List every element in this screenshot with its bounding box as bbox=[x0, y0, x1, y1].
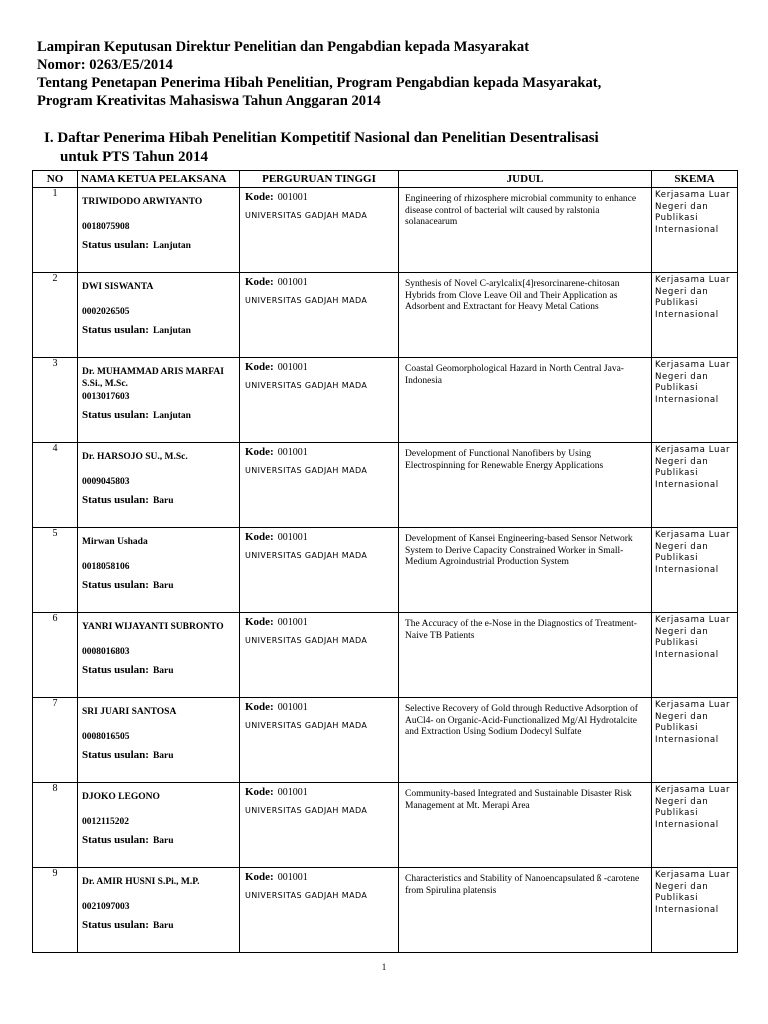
ketua-cell bbox=[78, 273, 240, 358]
status-label: Status usulan: bbox=[82, 749, 149, 761]
kode-label: Kode: bbox=[245, 276, 274, 288]
judul-cell: Synthesis of Novel C-arylcalix[4]resorcinarene-chitosan Hybrids from Clove Leave Oil and Their Application as Adsorbent and Extractant for Heavy Metal Cations bbox=[399, 273, 652, 358]
table-row bbox=[33, 698, 738, 783]
status-label: Status usulan: bbox=[82, 494, 149, 506]
ketua-cell bbox=[78, 868, 240, 953]
header-line-4: Program Kreativitas Mahasiswa Tahun Anggaran 2014 bbox=[37, 93, 381, 109]
ketua-id: 0008016803 bbox=[82, 647, 130, 657]
ketua-id: 0013017603 bbox=[82, 392, 130, 402]
ketua-name: DJOKO LEGONO bbox=[82, 792, 160, 802]
kode-value: 001001 bbox=[277, 277, 308, 288]
table-row bbox=[33, 613, 738, 698]
perguruan-tinggi-cell bbox=[240, 273, 399, 358]
ketua-id: 0012115202 bbox=[82, 817, 129, 827]
status-label: Status usulan: bbox=[82, 664, 149, 676]
status-usulan bbox=[82, 324, 191, 336]
table-row bbox=[33, 443, 738, 528]
judul-cell: Coastal Geomorphological Hazard in North Central Java-Indonesia bbox=[399, 358, 652, 443]
perguruan-tinggi-cell bbox=[240, 868, 399, 953]
kode bbox=[245, 616, 308, 628]
kode-value: 001001 bbox=[277, 532, 308, 543]
column-header-judul: JUDUL bbox=[399, 171, 652, 188]
ketua-name: SRI JUARI SANTOSA bbox=[82, 707, 177, 717]
ketua-id: 0002026505 bbox=[82, 307, 130, 317]
kode-value: 001001 bbox=[277, 702, 308, 713]
status-value: Lanjutan bbox=[152, 411, 191, 421]
status-label: Status usulan: bbox=[82, 239, 149, 251]
row-number: 9 bbox=[33, 868, 78, 953]
university-name: UNIVERSITAS GADJAH MADA bbox=[245, 466, 368, 475]
status-usulan bbox=[82, 749, 174, 761]
kode bbox=[245, 701, 308, 713]
ketua-cell bbox=[78, 698, 240, 783]
judul-cell: Development of Functional Nanofibers by Using Electrospinning for Renewable Energy Applications bbox=[399, 443, 652, 528]
section-title-line-1: I. Daftar Penerima Hibah Penelitian Kompetitif Nasional dan Penelitian Desentralisasi bbox=[44, 130, 599, 146]
perguruan-tinggi-cell bbox=[240, 613, 399, 698]
ketua-name: Mirwan Ushada bbox=[82, 537, 148, 547]
kode-label: Kode: bbox=[245, 871, 274, 883]
ketua-name: YANRI WIJAYANTI SUBRONTO bbox=[82, 622, 224, 632]
ketua-id: 0018058106 bbox=[82, 562, 130, 572]
ketua-cell bbox=[78, 443, 240, 528]
ketua-cell bbox=[78, 188, 240, 273]
university-name: UNIVERSITAS GADJAH MADA bbox=[245, 891, 368, 900]
table-row bbox=[33, 358, 738, 443]
status-label: Status usulan: bbox=[82, 919, 149, 931]
row-number: 8 bbox=[33, 783, 78, 868]
status-label: Status usulan: bbox=[82, 409, 149, 421]
university-name: UNIVERSITAS GADJAH MADA bbox=[245, 296, 368, 305]
row-number: 2 bbox=[33, 273, 78, 358]
ketua-name: TRIWIDODO ARWIYANTO bbox=[82, 197, 203, 207]
kode bbox=[245, 276, 308, 288]
perguruan-tinggi-cell bbox=[240, 188, 399, 273]
perguruan-tinggi-cell bbox=[240, 698, 399, 783]
university-name: UNIVERSITAS GADJAH MADA bbox=[245, 381, 368, 390]
university-name: UNIVERSITAS GADJAH MADA bbox=[245, 636, 368, 645]
kode-value: 001001 bbox=[277, 872, 308, 883]
status-value: Baru bbox=[152, 496, 174, 506]
skema-cell: Kerjasama Luar Negeri dan Publikasi Internasional bbox=[652, 783, 738, 868]
status-label: Status usulan: bbox=[82, 834, 149, 846]
judul-cell: Characteristics and Stability of Nanoencapsulated ß -carotene from Spirulina platensis bbox=[399, 868, 652, 953]
header-line-2: Nomor: 0263/E5/2014 bbox=[37, 57, 173, 73]
status-usulan bbox=[82, 579, 174, 591]
ketua-cell bbox=[78, 613, 240, 698]
ketua-id: 0021097003 bbox=[82, 902, 130, 912]
table-row bbox=[33, 273, 738, 358]
column-header-no: NO bbox=[33, 171, 78, 188]
university-name: UNIVERSITAS GADJAH MADA bbox=[245, 551, 368, 560]
kode-label: Kode: bbox=[245, 361, 274, 373]
status-label: Status usulan: bbox=[82, 579, 149, 591]
kode-label: Kode: bbox=[245, 191, 274, 203]
ketua-id: 0008016505 bbox=[82, 732, 130, 742]
skema-cell: Kerjasama Luar Negeri dan Publikasi Internasional bbox=[652, 188, 738, 273]
ketua-cell bbox=[78, 528, 240, 613]
ketua-id: 0009045803 bbox=[82, 477, 130, 487]
section-title bbox=[44, 129, 744, 167]
ketua-cell bbox=[78, 783, 240, 868]
status-value: Lanjutan bbox=[152, 326, 191, 336]
kode bbox=[245, 531, 308, 543]
status-usulan bbox=[82, 834, 174, 846]
judul-cell: The Accuracy of the e-Nose in the Diagnostics of Treatment-Naive TB Patients bbox=[399, 613, 652, 698]
status-value: Baru bbox=[152, 921, 174, 931]
ketua-name: Dr. HARSOJO SU., M.Sc. bbox=[82, 452, 188, 462]
kode bbox=[245, 786, 308, 798]
status-usulan bbox=[82, 239, 191, 251]
recipients-table bbox=[32, 170, 738, 953]
status-usulan bbox=[82, 409, 191, 421]
header-line-1: Lampiran Keputusan Direktur Penelitian dan Pengabdian kepada Masyarakat bbox=[37, 39, 530, 55]
perguruan-tinggi-cell bbox=[240, 528, 399, 613]
skema-cell: Kerjasama Luar Negeri dan Publikasi Internasional bbox=[652, 528, 738, 613]
kode bbox=[245, 446, 308, 458]
kode-label: Kode: bbox=[245, 531, 274, 543]
ketua-name: DWI SISWANTA bbox=[82, 282, 154, 292]
ketua-id: 0018075908 bbox=[82, 222, 130, 232]
row-number: 1 bbox=[33, 188, 78, 273]
table-header-row bbox=[33, 171, 738, 188]
document-header bbox=[37, 38, 737, 110]
perguruan-tinggi-cell bbox=[240, 443, 399, 528]
kode-value: 001001 bbox=[277, 447, 308, 458]
status-value: Baru bbox=[152, 836, 174, 846]
section-title-line-2: untuk PTS Tahun 2014 bbox=[60, 149, 209, 165]
kode bbox=[245, 361, 308, 373]
kode-label: Kode: bbox=[245, 786, 274, 798]
skema-cell: Kerjasama Luar Negeri dan Publikasi Internasional bbox=[652, 613, 738, 698]
skema-cell: Kerjasama Luar Negeri dan Publikasi Internasional bbox=[652, 443, 738, 528]
judul-cell: Engineering of rhizosphere microbial community to enhance disease control of bacterial wilt caused by ralstonia solanacearum bbox=[399, 188, 652, 273]
row-number: 4 bbox=[33, 443, 78, 528]
perguruan-tinggi-cell bbox=[240, 783, 399, 868]
skema-cell: Kerjasama Luar Negeri dan Publikasi Internasional bbox=[652, 868, 738, 953]
row-number: 6 bbox=[33, 613, 78, 698]
table-row bbox=[33, 868, 738, 953]
table-row bbox=[33, 783, 738, 868]
status-value: Lanjutan bbox=[152, 241, 191, 251]
row-number: 3 bbox=[33, 358, 78, 443]
kode bbox=[245, 191, 308, 203]
row-number: 7 bbox=[33, 698, 78, 783]
ketua-name: Dr. MUHAMMAD ARIS MARFAI S.Si., M.Sc. bbox=[82, 367, 224, 389]
status-usulan bbox=[82, 494, 174, 506]
status-value: Baru bbox=[152, 581, 174, 591]
kode-value: 001001 bbox=[277, 362, 308, 373]
column-header-perguruan-tinggi: PERGURUAN TINGGI bbox=[240, 171, 399, 188]
perguruan-tinggi-cell bbox=[240, 358, 399, 443]
university-name: UNIVERSITAS GADJAH MADA bbox=[245, 211, 368, 220]
kode-label: Kode: bbox=[245, 616, 274, 628]
status-label: Status usulan: bbox=[82, 324, 149, 336]
table-row bbox=[33, 528, 738, 613]
university-name: UNIVERSITAS GADJAH MADA bbox=[245, 806, 368, 815]
kode bbox=[245, 871, 308, 883]
status-value: Baru bbox=[152, 666, 174, 676]
column-header-skema: SKEMA bbox=[652, 171, 738, 188]
kode-label: Kode: bbox=[245, 701, 274, 713]
kode-value: 001001 bbox=[277, 787, 308, 798]
ketua-name: Dr. AMIR HUSNI S.Pi., M.P. bbox=[82, 877, 200, 887]
page-number: 1 bbox=[381, 962, 387, 972]
skema-cell: Kerjasama Luar Negeri dan Publikasi Internasional bbox=[652, 358, 738, 443]
skema-cell: Kerjasama Luar Negeri dan Publikasi Internasional bbox=[652, 273, 738, 358]
row-number: 5 bbox=[33, 528, 78, 613]
status-value: Baru bbox=[152, 751, 174, 761]
column-header-nama: NAMA KETUA PELAKSANA bbox=[78, 171, 240, 188]
judul-cell: Development of Kansei Engineering-based Sensor Network System to Derive Capacity Constrained Worker in Small-Medium Agroindustrial Production System bbox=[399, 528, 652, 613]
status-usulan bbox=[82, 919, 174, 931]
header-line-3: Tentang Penetapan Penerima Hibah Penelitian, Program Pengabdian kepada Masyarakat, bbox=[37, 75, 602, 91]
status-usulan bbox=[82, 664, 174, 676]
kode-value: 001001 bbox=[277, 192, 308, 203]
kode-label: Kode: bbox=[245, 446, 274, 458]
skema-cell: Kerjasama Luar Negeri dan Publikasi Internasional bbox=[652, 698, 738, 783]
ketua-cell bbox=[78, 358, 240, 443]
table-row bbox=[33, 188, 738, 273]
kode-value: 001001 bbox=[277, 617, 308, 628]
university-name: UNIVERSITAS GADJAH MADA bbox=[245, 721, 368, 730]
judul-cell: Selective Recovery of Gold through Reductive Adsorption of AuCl4- on Organic-Acid-Functionalized Mg/Al Hydrotalcite and Extraction Using Sodium Dodecyl Sulfate bbox=[399, 698, 652, 783]
judul-cell: Community-based Integrated and Sustainable Disaster Risk Management at Mt. Merapi Area bbox=[399, 783, 652, 868]
